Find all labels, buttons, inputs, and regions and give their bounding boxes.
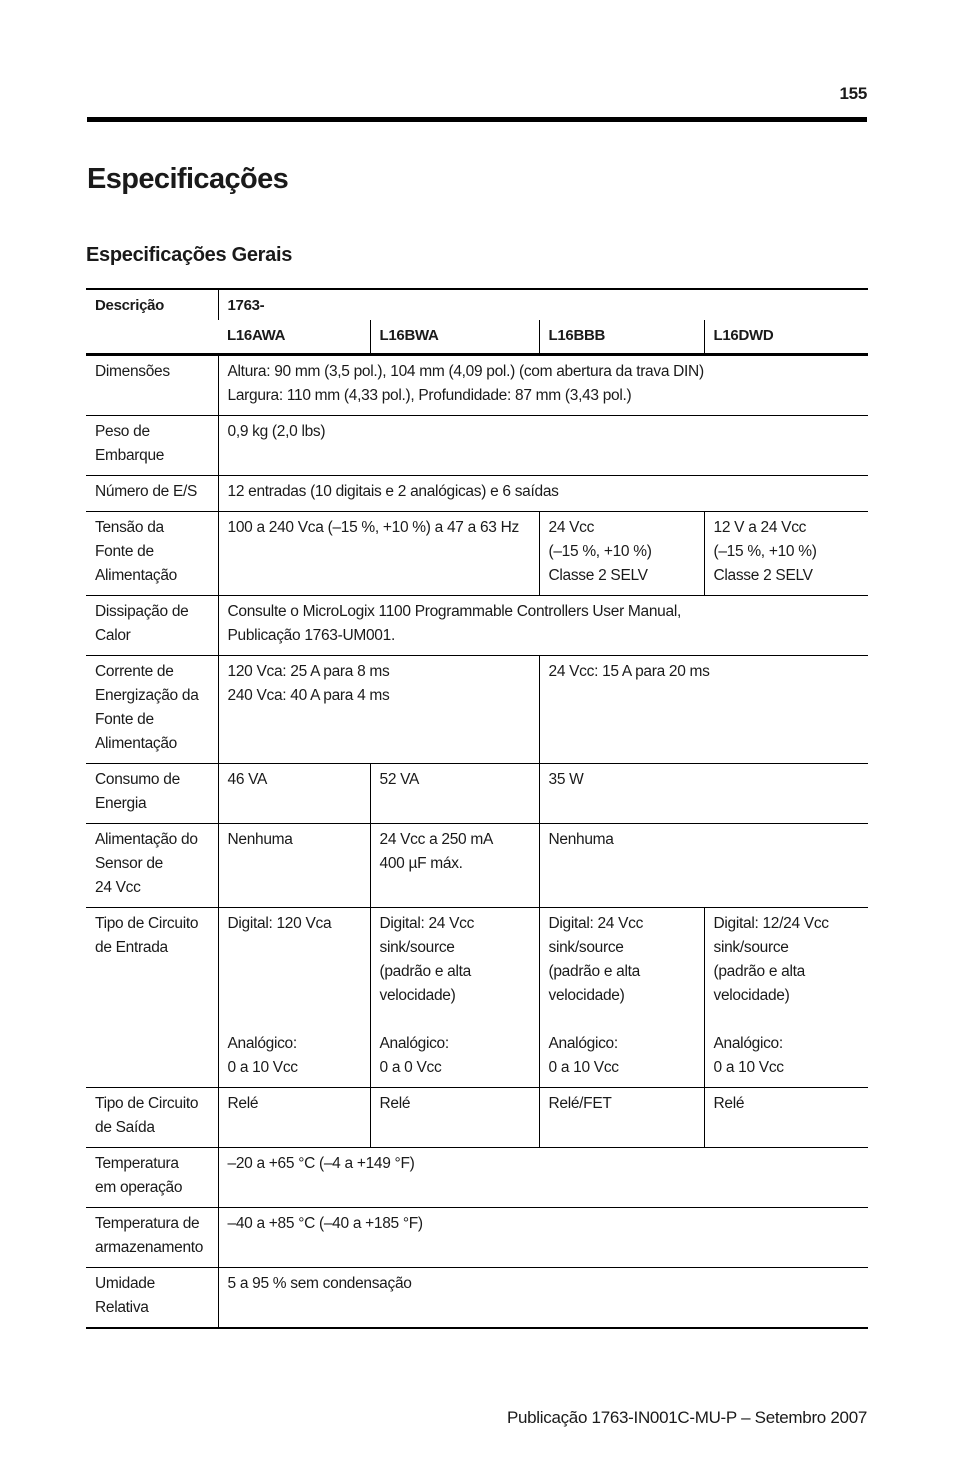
table-row: [86, 824, 868, 908]
row-value-ac: 100 a 240 Vca (–15 %, +10 %) a 47 a 63 Hz: [218, 512, 539, 596]
row-value-l16bbb: 24 Vcc (–15 %, +10 %) Classe 2 SELV: [539, 512, 704, 596]
header-row: [86, 289, 868, 320]
table-row: [86, 355, 868, 416]
row-value-l16bwa: Relé: [370, 1088, 539, 1148]
section-heading: Especificações Gerais: [86, 244, 293, 266]
table-row: [86, 416, 868, 476]
model-header-l16bwa: L16BWA: [370, 320, 539, 355]
publication-footer: Publicação 1763-IN001C-MU-P – Setembro 2007: [506, 1408, 867, 1427]
row-label: Temperatura de armazenamento: [86, 1208, 218, 1268]
row-label: Tipo de Circuito de Entrada: [86, 908, 218, 1088]
row-label: Tensão da Fonte de Alimentação: [86, 512, 218, 596]
row-label: Umidade Relativa: [86, 1268, 218, 1329]
table-row: [86, 596, 868, 656]
row-value-l16bbb: Digital: 24 Vcc sink/source (padrão e alta velocidade) Analógico: 0 a 10 Vcc: [539, 908, 704, 1088]
row-value: Altura: 90 mm (3,5 pol.), 104 mm (4,09 pol.) (com abertura da trava DIN) Largura: 110 mm (4,33 pol.), Profundidade: 87 mm (3,43 pol.): [218, 355, 868, 416]
row-label: Corrente de Energização da Fonte de Alimentação: [86, 656, 218, 764]
table-row: [86, 1208, 868, 1268]
row-value-l16dwd: 12 V a 24 Vcc (–15 %, +10 %) Classe 2 SELV: [704, 512, 868, 596]
row-label: Número de E/S: [86, 476, 218, 512]
row-label: Consumo de Energia: [86, 764, 218, 824]
row-value: –40 a +85 °C (–40 a +185 °F): [218, 1208, 868, 1268]
row-value: 0,9 kg (2,0 lbs): [218, 416, 868, 476]
table-row: [86, 656, 868, 764]
description-header: Descrição: [86, 289, 218, 355]
row-value: 5 a 95 % sem condensação: [218, 1268, 868, 1329]
row-value-l16awa: 46 VA: [218, 764, 370, 824]
row-value: –20 a +65 °C (–4 a +149 °F): [218, 1148, 868, 1208]
row-value-l16dwd: Digital: 12/24 Vcc sink/source (padrão e alta velocidade) Analógico: 0 a 10 Vcc: [704, 908, 868, 1088]
row-value-dc: Nenhuma: [539, 824, 868, 908]
row-value-l16dwd: Relé: [704, 1088, 868, 1148]
row-label: Dissipação de Calor: [86, 596, 218, 656]
table-row: [86, 764, 868, 824]
row-value: 12 entradas (10 digitais e 2 analógicas) e 6 saídas: [218, 476, 868, 512]
model-header-l16dwd: L16DWD: [704, 320, 868, 355]
page-title: Especificações: [87, 163, 289, 195]
model-header-l16bbb: L16BBB: [539, 320, 704, 355]
row-value-l16bwa: 24 Vcc a 250 mA 400 µF máx.: [370, 824, 539, 908]
row-label: Alimentação do Sensor de 24 Vcc: [86, 824, 218, 908]
row-value-l16awa: Relé: [218, 1088, 370, 1148]
row-value-l16bwa: Digital: 24 Vcc sink/source (padrão e alta velocidade) Analógico: 0 a 0 Vcc: [370, 908, 539, 1088]
page-number: 155: [839, 84, 867, 103]
model-prefix-header: 1763-: [218, 289, 868, 320]
row-value-l16bbb: Relé/FET: [539, 1088, 704, 1148]
table-row: [86, 476, 868, 512]
row-value-l16awa: Nenhuma: [218, 824, 370, 908]
row-label: Tipo de Circuito de Saída: [86, 1088, 218, 1148]
row-value-dc: 35 W: [539, 764, 868, 824]
row-label: Peso de Embarque: [86, 416, 218, 476]
header-rule: [87, 117, 867, 122]
table-row: [86, 908, 868, 1088]
row-label: Dimensões: [86, 355, 218, 416]
row-value: Consulte o MicroLogix 1100 Programmable Controllers User Manual, Publicação 1763-UM001.: [218, 596, 868, 656]
specifications-table: [86, 288, 868, 1329]
table-row: [86, 512, 868, 596]
row-value-l16awa: Digital: 120 Vca Analógico: 0 a 10 Vcc: [218, 908, 370, 1088]
table-row: [86, 1088, 868, 1148]
row-label: Temperatura em operação: [86, 1148, 218, 1208]
table-row: [86, 1268, 868, 1329]
model-header-l16awa: L16AWA: [218, 320, 370, 355]
row-value-l16bwa: 52 VA: [370, 764, 539, 824]
table-row: [86, 1148, 868, 1208]
row-value-ac: 120 Vca: 25 A para 8 ms 240 Vca: 40 A para 4 ms: [218, 656, 539, 764]
row-value-dc: 24 Vcc: 15 A para 20 ms: [539, 656, 868, 764]
